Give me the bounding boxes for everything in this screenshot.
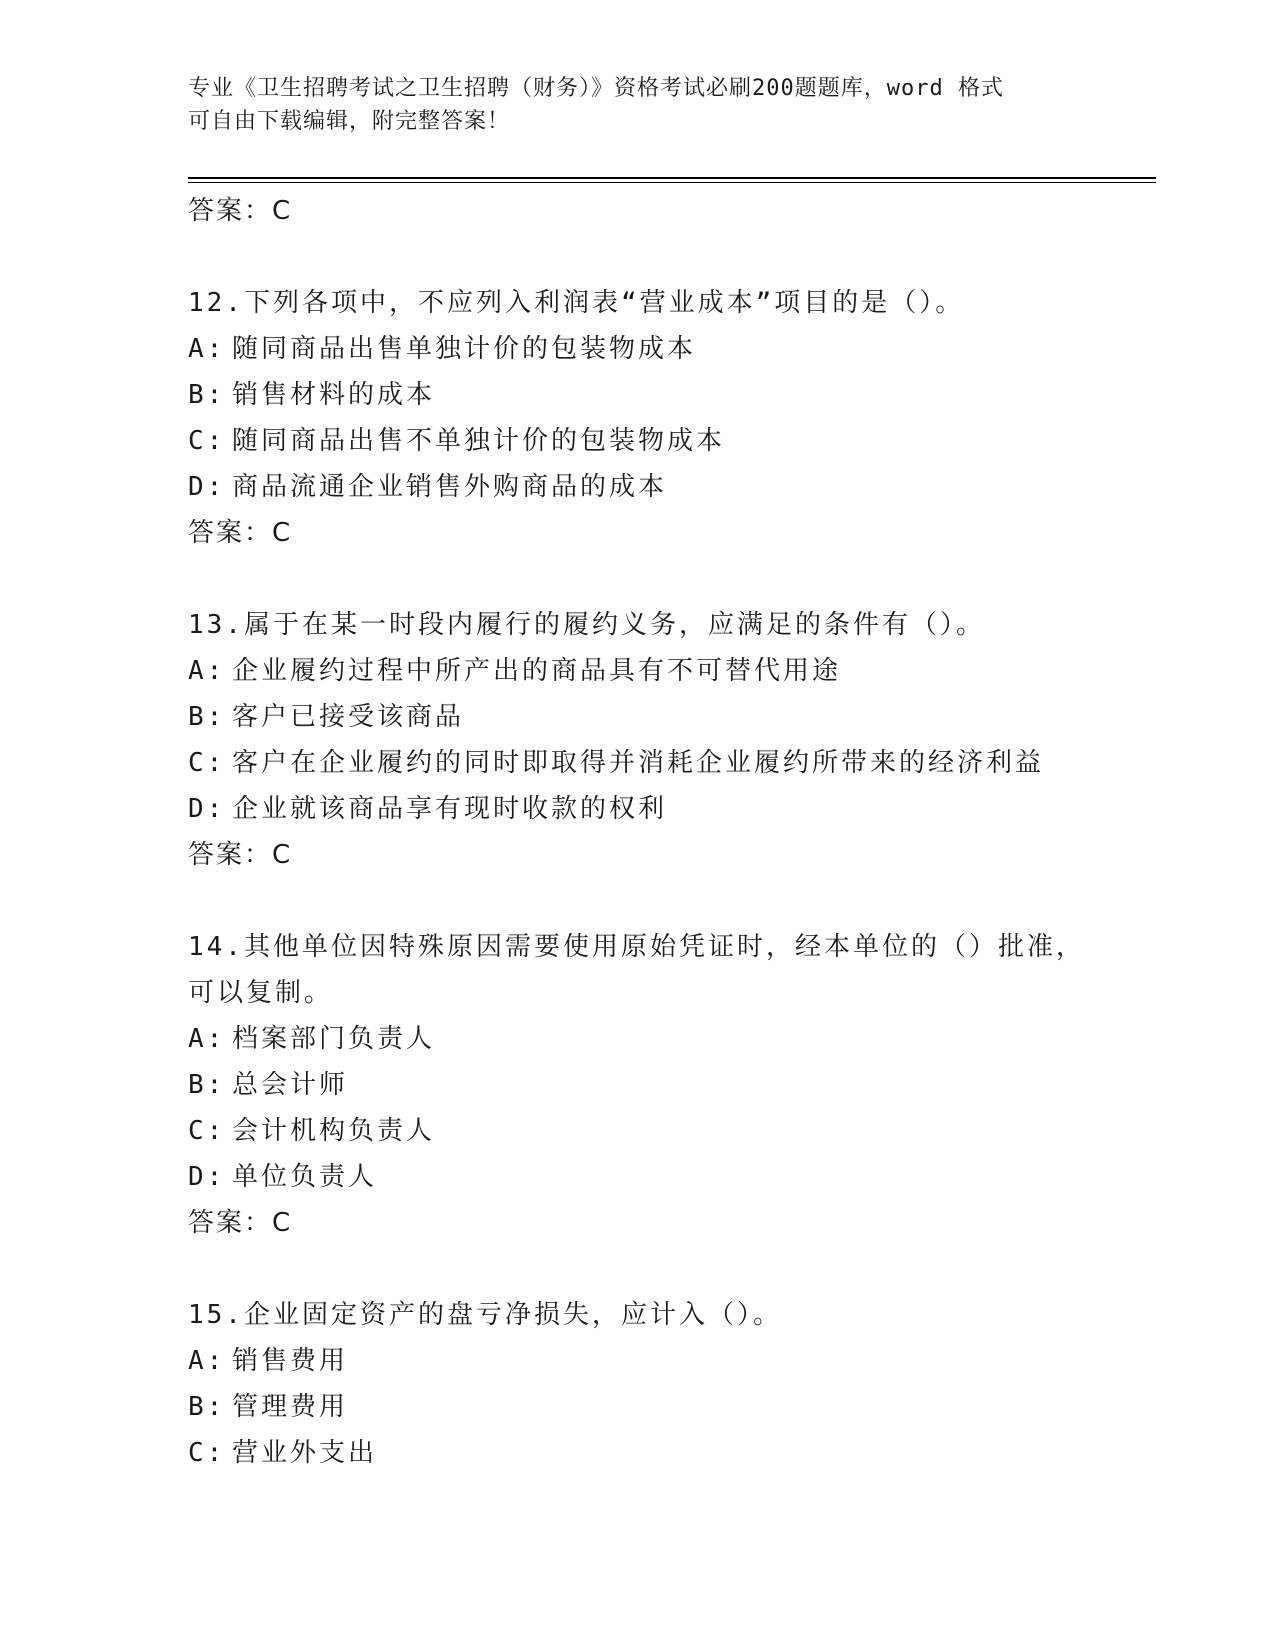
option-item — [188, 464, 1088, 510]
option-text: 企业就该商品享有现时收款的权利 — [232, 794, 668, 824]
answer-line: 答案：C — [188, 518, 293, 548]
option-item — [188, 1384, 1088, 1430]
option-item — [188, 372, 1088, 418]
option-item — [188, 1016, 1088, 1062]
option-text: 企业履约过程中所产出的商品具有不可替代用途 — [232, 656, 842, 686]
option-item — [188, 786, 1088, 832]
header-rule-thin — [188, 182, 1156, 183]
option-letter: D: — [188, 1162, 226, 1192]
header-line-1: 专业《卫生招聘考试之卫生招聘（财务）》资格考试必刷200题题库，word 格式 — [188, 76, 1004, 101]
option-text: 随同商品出售单独计价的包装物成本 — [232, 334, 697, 364]
question-text: 可以复制。 — [188, 978, 334, 1008]
question-block — [188, 280, 1088, 556]
option-letter: A: — [188, 1024, 226, 1054]
answer-line: 答案：C — [188, 840, 293, 870]
question-spacer — [188, 878, 1088, 924]
option-item — [188, 1430, 1088, 1476]
option-item — [188, 326, 1088, 372]
option-item — [188, 694, 1088, 740]
document-header — [188, 72, 1088, 138]
option-letter: C: — [188, 1438, 226, 1468]
option-text: 客户已接受该商品 — [232, 702, 465, 732]
option-text: 会计机构负责人 — [232, 1116, 436, 1146]
option-letter: A: — [188, 656, 226, 686]
question-list — [188, 188, 1088, 1476]
option-letter: C: — [188, 748, 226, 778]
header-rule-thick — [188, 177, 1156, 179]
option-item — [188, 648, 1088, 694]
option-letter: D: — [188, 794, 226, 824]
option-text: 营业外支出 — [232, 1438, 378, 1468]
option-text: 管理费用 — [232, 1392, 349, 1422]
question-spacer — [188, 1246, 1088, 1292]
answer-line: 答案：C — [188, 1208, 293, 1238]
option-letter: A: — [188, 334, 226, 364]
option-letter: C: — [188, 1116, 226, 1146]
option-letter: A: — [188, 1346, 226, 1376]
option-item — [188, 418, 1088, 464]
option-letter: B: — [188, 1070, 226, 1100]
question-block — [188, 602, 1088, 878]
option-text: 客户在企业履约的同时即取得并消耗企业履约所带来的经济利益 — [232, 748, 1045, 778]
option-letter: B: — [188, 1392, 226, 1422]
question-text: 12.下列各项中，不应列入利润表“营业成本”项目的是（）。 — [188, 288, 965, 318]
question-block — [188, 924, 1088, 1246]
answer-line: 答案：C — [188, 196, 293, 226]
option-letter: C: — [188, 426, 226, 456]
question-block — [188, 1292, 1088, 1476]
option-text: 销售费用 — [232, 1346, 349, 1376]
question-text: 14.其他单位因特殊原因需要使用原始凭证时，经本单位的（）批准， — [188, 932, 1085, 962]
question-text: 15.企业固定资产的盘亏净损失，应计入（）。 — [188, 1300, 782, 1330]
option-item — [188, 1154, 1088, 1200]
question-spacer — [188, 234, 1088, 280]
option-letter: B: — [188, 380, 226, 410]
question-spacer — [188, 556, 1088, 602]
option-item — [188, 1062, 1088, 1108]
option-item — [188, 1338, 1088, 1384]
question-text: 13.属于在某一时段内履行的履约义务，应满足的条件有（）。 — [188, 610, 985, 640]
option-letter: D: — [188, 472, 226, 502]
option-text: 商品流通企业销售外购商品的成本 — [232, 472, 668, 502]
option-text: 档案部门负责人 — [232, 1024, 436, 1054]
option-text: 单位负责人 — [232, 1162, 378, 1192]
option-item — [188, 740, 1088, 786]
option-text: 随同商品出售不单独计价的包装物成本 — [232, 426, 726, 456]
option-letter: B: — [188, 702, 226, 732]
option-item — [188, 1108, 1088, 1154]
header-line-2: 可自由下载编辑，附完整答案！ — [188, 109, 511, 134]
option-text: 销售材料的成本 — [232, 380, 436, 410]
option-text: 总会计师 — [232, 1070, 349, 1100]
